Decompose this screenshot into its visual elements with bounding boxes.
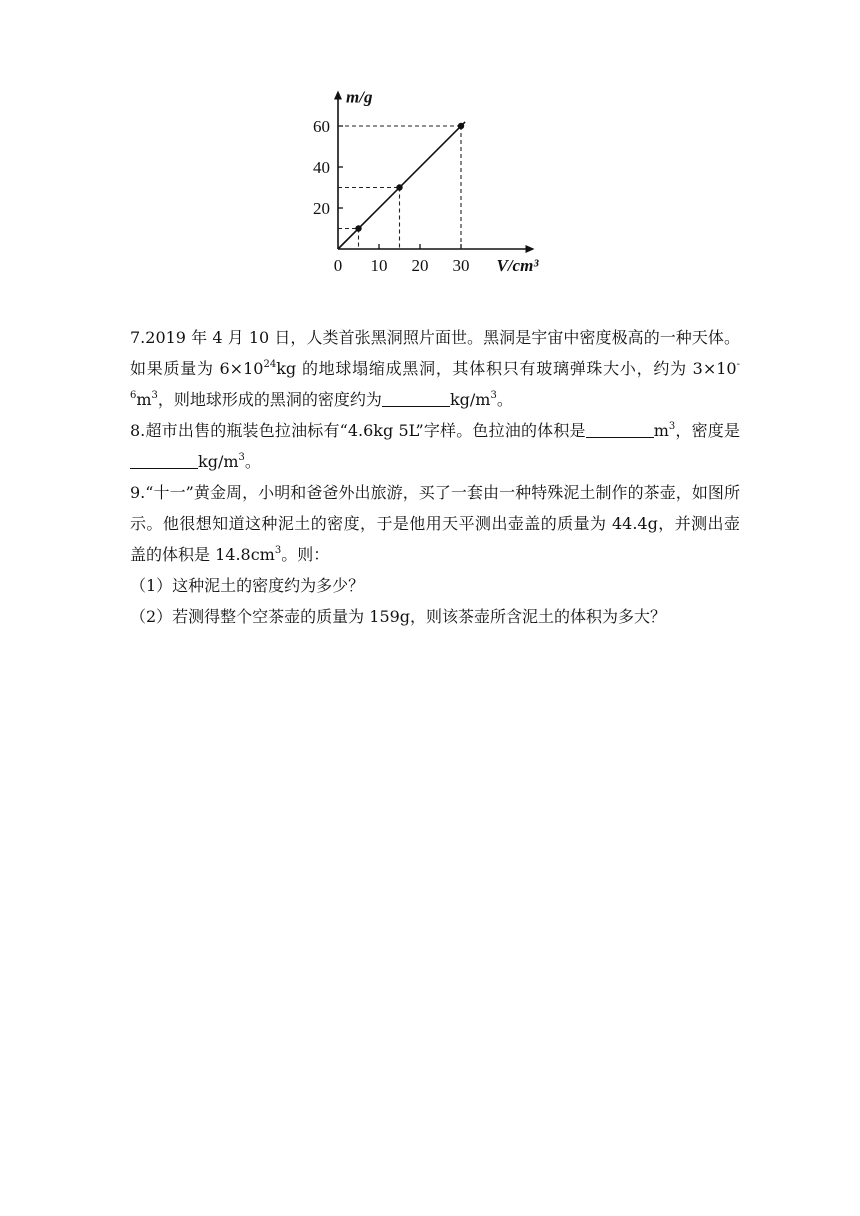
data-point — [355, 225, 361, 231]
graph-canvas — [298, 87, 548, 290]
q9-sub-question-1: （1）这种泥土的密度约为多少？ — [130, 576, 365, 595]
axis-labels — [313, 88, 539, 276]
x-axis-label: V/cm³ — [496, 256, 539, 275]
answer-blank-q7[interactable] — [382, 388, 450, 407]
y-axis-label: m/g — [346, 87, 373, 107]
question-list — [130, 322, 740, 632]
axes — [334, 91, 535, 254]
data-line — [338, 122, 465, 249]
q8-unit-1: m — [653, 421, 669, 440]
q7-exponent-1: 24 — [263, 359, 277, 370]
answer-blank-q8-volume[interactable] — [586, 419, 654, 438]
q7-text-1: 7.2019 年 4 月 10 日，人类首张黑洞照片面世。黑洞是宇宙中密度极高的一种天体。如果质量为 6×10 — [130, 328, 740, 378]
x-axis-arrow — [526, 245, 535, 253]
q7-unit: kg/m — [449, 390, 491, 409]
answer-blank-q8-density[interactable] — [130, 450, 198, 469]
q9-text-2: 。则： — [281, 545, 330, 564]
question-9 — [130, 477, 740, 570]
q8-end: 。 — [244, 452, 261, 471]
q7-unit-exponent: 3 — [490, 390, 497, 401]
q7-exponent-2: -6 — [130, 359, 740, 401]
q8-exponent-2: 3 — [238, 452, 245, 463]
q8-text-1: 8.超市出售的瓶装色拉油标有“4.6kg 5L”字样。色拉油的体积是 — [130, 421, 586, 440]
question-7 — [130, 322, 740, 415]
q7-end: 。 — [496, 390, 513, 409]
q9-text-1: 9.“十一”黄金周，小明和爸爸外出旅游，买了一套由一种特殊泥土制作的茶壶，如图所示。他很想知道这种泥土的密度，于是他用天平测出壶盖的质量为 44.4g，并测出壶盖的体积是 14.8cm — [130, 483, 740, 564]
q8-text-2: ，密度是 — [675, 421, 740, 440]
mass-volume-graph — [298, 87, 548, 290]
q7-exponent-3: 3 — [151, 390, 158, 401]
x-tick-label: 30 — [452, 256, 470, 275]
x-tick-label: 20 — [411, 256, 429, 275]
q7-text-4: ，则地球形成的黑洞的密度约为 — [157, 390, 382, 409]
y-tick-label: 40 — [313, 158, 330, 177]
q7-text-3: m — [136, 390, 152, 409]
q7-text-2: kg 的地球塌缩成黑洞，其体积只有玻璃弹珠大小，约为 3×10 — [276, 359, 737, 378]
q8-unit-2: kg/m — [198, 452, 239, 471]
y-tick-label: 60 — [313, 117, 330, 136]
x-tick-label: 10 — [370, 256, 388, 275]
data-point — [396, 184, 402, 190]
q9-sub-question-2: （2）若测得整个空茶壶的质量为 159g，则该茶壶所含泥土的体积为多大？ — [130, 607, 667, 626]
q8-exponent-1: 3 — [668, 421, 676, 432]
y-axis-arrow — [334, 91, 342, 100]
data-point — [458, 123, 464, 129]
q9-exponent: 3 — [274, 545, 282, 556]
y-tick-label: 20 — [313, 199, 330, 218]
x-tick-label: 0 — [333, 256, 343, 275]
question-8 — [130, 415, 740, 477]
